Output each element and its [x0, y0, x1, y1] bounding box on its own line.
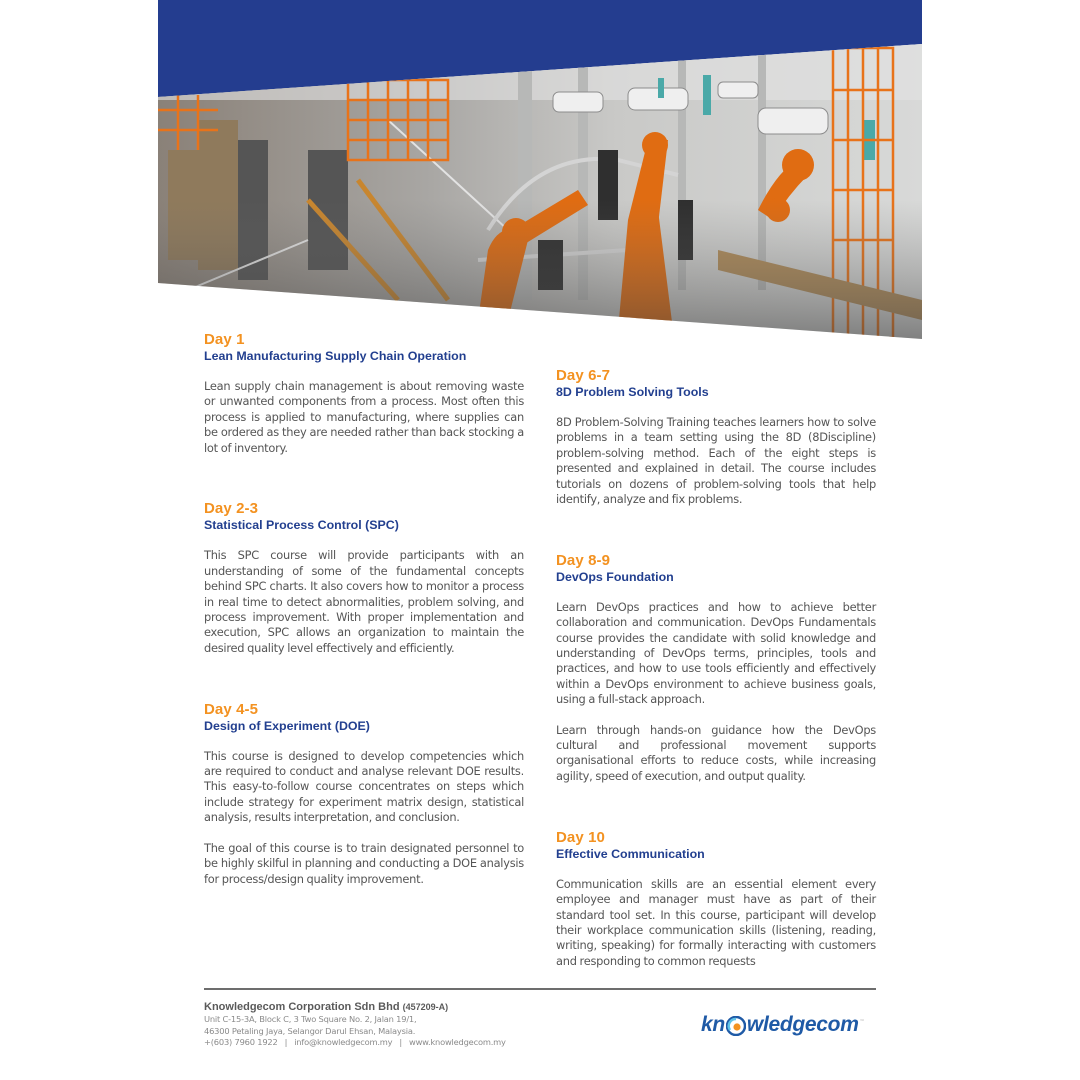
course-description: This SPC course will provide participants with an understanding of some of the fundamental concepts behind SPC charts. It also covers how to monitor a process in real time to detect abnormalities, problem solving, and process improvement. With proper implementation and execution, SPC allows an organization to maintain the desired quality level effectively and efficiently. — [204, 548, 524, 655]
logo-text-suffix: wledgecom — [746, 1013, 859, 1036]
company-reg-no: (457209-A) — [402, 1002, 449, 1012]
address-line-1: Unit C-15-3A, Block C, 3 Two Square No. 2, Jalan 19/1, — [204, 1014, 417, 1024]
course-section-day-8-9 — [556, 552, 876, 784]
right-column — [556, 367, 876, 981]
course-title: Effective Communication — [556, 846, 705, 861]
email-link[interactable]: info@knowledgecom.my — [294, 1037, 393, 1047]
course-description: Communication skills are an essential element every employee and manager must have as part of their standard tool set. In this course, participant will develop their workplace communication skills (listening, reading, writing, speaking) for formally interacting with customers and responding to common requests — [556, 876, 876, 968]
footer-contact — [204, 1000, 624, 1049]
day-label: Day 2-3 — [204, 500, 259, 518]
course-description: Learn through hands-on guidance how the DevOps cultural and professional movement supports organisational efforts to reduce costs, while increasing agility, speed of execution, and output quality. — [556, 722, 876, 783]
course-title: DevOps Foundation — [556, 569, 674, 584]
company-name — [204, 1000, 624, 1014]
course-description: 8D Problem-Solving Training teaches learners how to solve problems in a team setting using the 8D (8Discipline) problem-solving method. Each of the eight steps is presented and explained in detail. The course includes tutorials on dozens of problem-solving tools that help identify, analyze and fix problems. — [556, 415, 876, 507]
separator: | — [284, 1037, 288, 1047]
hero-banner — [158, 0, 922, 345]
course-section-day-10 — [556, 829, 876, 969]
course-section-day-2-3 — [204, 500, 524, 656]
company-name-text: Knowledgecom Corporation Sdn Bhd — [204, 1001, 400, 1013]
logo-text-prefix: kn — [701, 1013, 725, 1036]
separator: | — [399, 1037, 402, 1047]
day-label: Day 1 — [204, 331, 245, 348]
day-label: Day 10 — [556, 828, 605, 846]
day-label: Day 8-9 — [556, 551, 611, 569]
brochure-page — [158, 0, 922, 1080]
course-description: Learn DevOps practices and how to achieve better collaboration and communication. DevOps Fundamentals course provides the candidate with solid knowledge and understanding of DevOps terms, principles, tools and practices, and how to use tools efficiently and effectively within a DevOps environment to achieve business goals, using a full-stack approach. — [556, 599, 876, 707]
website-link[interactable]: www.knowledgecom.my — [408, 1037, 506, 1047]
day-label: Day 4-5 — [204, 700, 259, 718]
course-section-day-6-7 — [556, 367, 876, 507]
course-description: The goal of this course is to train designated personnel to be highly skilful in planning and conducting a DOE analysis for process/design quality improvement. — [204, 840, 524, 886]
contact-line — [204, 1037, 624, 1049]
course-section-day-4-5 — [204, 701, 524, 887]
course-title: 8D Problem Solving Tools — [556, 385, 709, 399]
address-line-2: 46300 Petaling Jaya, Selangor Darul Ehsan, Malaysia. — [204, 1025, 416, 1036]
course-description: This course is designed to develop competencies which are required to conduct and analyse relevant DOE results. This easy-to-follow course concentrates on steps which include strategy for experiment matrix design, statistical analysis, results interpretation, and conclusion. — [204, 748, 524, 825]
factory-image — [158, 0, 922, 345]
course-section-day-1 — [204, 331, 524, 456]
course-title: Lean Manufacturing Supply Chain Operation — [204, 349, 467, 363]
course-title: Design of Experiment (DOE) — [204, 718, 370, 733]
trademark-symbol: ™ — [859, 1019, 865, 1025]
left-column — [204, 331, 524, 898]
course-description: Lean supply chain management is about removing waste or unwanted components from a process. Most often this process is applied to manufacturing, where supplies can be ordered as they are needed rather than back stocking a lot of inventory. — [204, 379, 524, 455]
phone-number: +(603) 7960 1922 — [204, 1037, 278, 1047]
day-label: Day 6-7 — [556, 367, 611, 384]
knowledgecom-logo — [701, 1010, 865, 1040]
footer-divider — [204, 988, 876, 990]
course-title: Statistical Process Control (SPC) — [204, 518, 399, 533]
logo-swirl-icon — [726, 1016, 746, 1036]
